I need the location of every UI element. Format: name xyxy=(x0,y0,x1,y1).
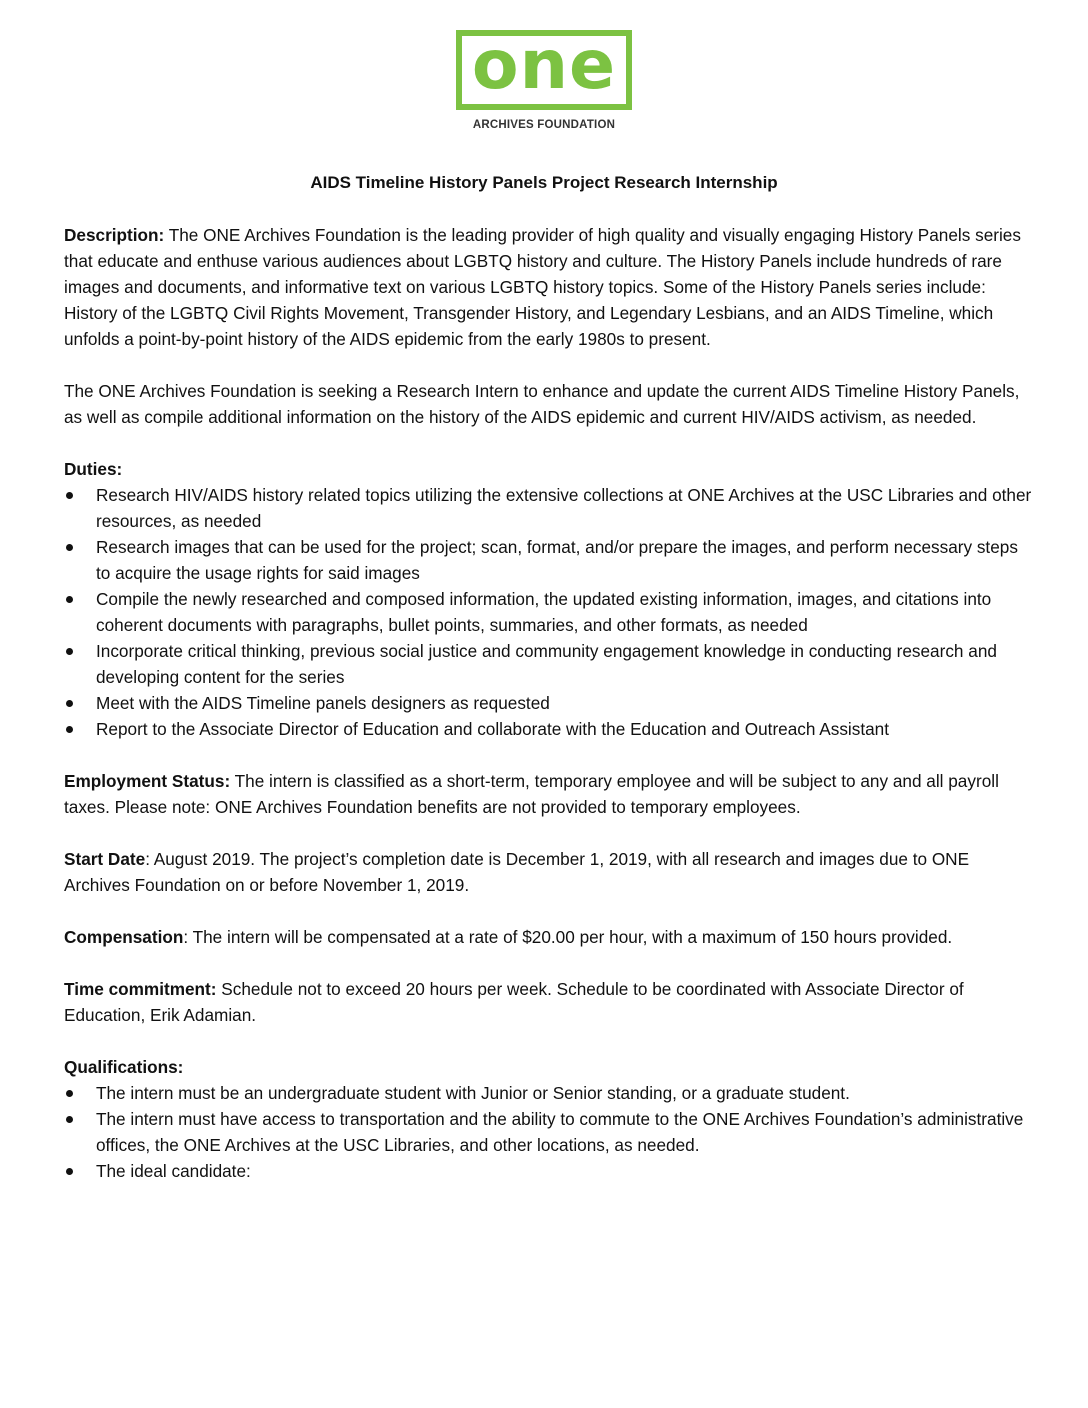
compensation-label: Compensation xyxy=(64,927,184,947)
list-item: Research HIV/AIDS history related topics utilizing the extensive collections at ONE Archives at the USC Libraries and other resources, as needed xyxy=(64,482,1034,534)
compensation-paragraph xyxy=(64,924,1034,950)
qualifications-label: Qualifications: xyxy=(64,1057,184,1077)
compensation-text: : The intern will be compensated at a rate of $20.00 per hour, with a maximum of 150 hours provided. xyxy=(183,927,953,947)
list-item: The intern must have access to transportation and the ability to commute to the ONE Archives Foundation’s administrative offices, the ONE Archives at the USC Libraries, and other locations, as needed. xyxy=(64,1106,1034,1158)
list-item: Incorporate critical thinking, previous social justice and community engagement knowledge in conducting research and developing content for the series xyxy=(64,638,1034,690)
document-title: AIDS Timeline History Panels Project Research Internship xyxy=(310,173,778,192)
employment-label: Employment Status: xyxy=(64,771,231,791)
qualifications-list xyxy=(64,1080,1034,1184)
list-item: The intern must be an undergraduate student with Junior or Senior standing, or a graduate student. xyxy=(64,1080,1034,1106)
description-label: Description: xyxy=(64,225,165,245)
list-item: Research images that can be used for the project; scan, format, and/or prepare the images, and perform necessary steps to acquire the usage rights for said images xyxy=(64,534,1034,586)
logo-subtitle: ARCHIVES FOUNDATION xyxy=(472,119,616,131)
list-item: Meet with the AIDS Timeline panels designers as requested xyxy=(64,690,1034,716)
description-paragraph xyxy=(64,222,1034,352)
start-date-paragraph xyxy=(64,846,1034,898)
document-body xyxy=(64,222,1034,1210)
duties-list xyxy=(64,482,1034,742)
employment-text: The intern is classified as a short-term, temporary employee and will be subject to any and all payroll taxes. Please note: ONE Archives Foundation benefits are not provided to temporary employees. xyxy=(64,771,999,817)
list-item: Report to the Associate Director of Education and collaborate with the Education and Outreach Assistant xyxy=(64,716,1034,742)
seeking-paragraph: The ONE Archives Foundation is seeking a Research Intern to enhance and update the current AIDS Timeline History Panels, as well as compile additional information on the history of the AIDS epidemic and current HIV/AIDS activism, as needed. xyxy=(64,381,1020,427)
qualifications-heading xyxy=(64,1054,1034,1080)
duties-label: Duties: xyxy=(64,459,123,479)
time-commitment-label: Time commitment: xyxy=(64,979,217,999)
list-item: The ideal candidate: xyxy=(64,1158,1034,1184)
time-commitment-text: Schedule not to exceed 20 hours per week. Schedule to be coordinated with Associate Director of Education, Erik Adamian. xyxy=(64,979,964,1025)
start-date-text: : August 2019. The project’s completion date is December 1, 2019, with all research and images due to ONE Archives Foundation on or before November 1, 2019. xyxy=(64,849,970,895)
duties-heading xyxy=(64,456,1034,482)
employment-paragraph xyxy=(64,768,1034,820)
time-commitment-paragraph xyxy=(64,976,1034,1028)
one-archives-logo xyxy=(454,26,634,131)
description-text: The ONE Archives Foundation is the leading provider of high quality and visually engaging History Panels series that educate and enthuse various audiences about LGBTQ history and culture. The History Panels include hundreds of rare images and documents, and informative text on various LGBTQ history topics. Some of the History Panels series include: History of the LGBTQ Civil Rights Movement, Transgender History, and Legendary Lesbians, and an AIDS Timeline, which unfolds a point-by-point history of the AIDS epidemic from the early 1980s to present. xyxy=(64,225,1021,349)
start-date-label: Start Date xyxy=(64,849,146,869)
logo-wordmark: one xyxy=(471,26,617,105)
logo-box xyxy=(456,26,632,110)
list-item: Compile the newly researched and composed information, the updated existing information, images, and citations into coherent documents with paragraphs, bullet points, summaries, and other formats, as needed xyxy=(64,586,1034,638)
